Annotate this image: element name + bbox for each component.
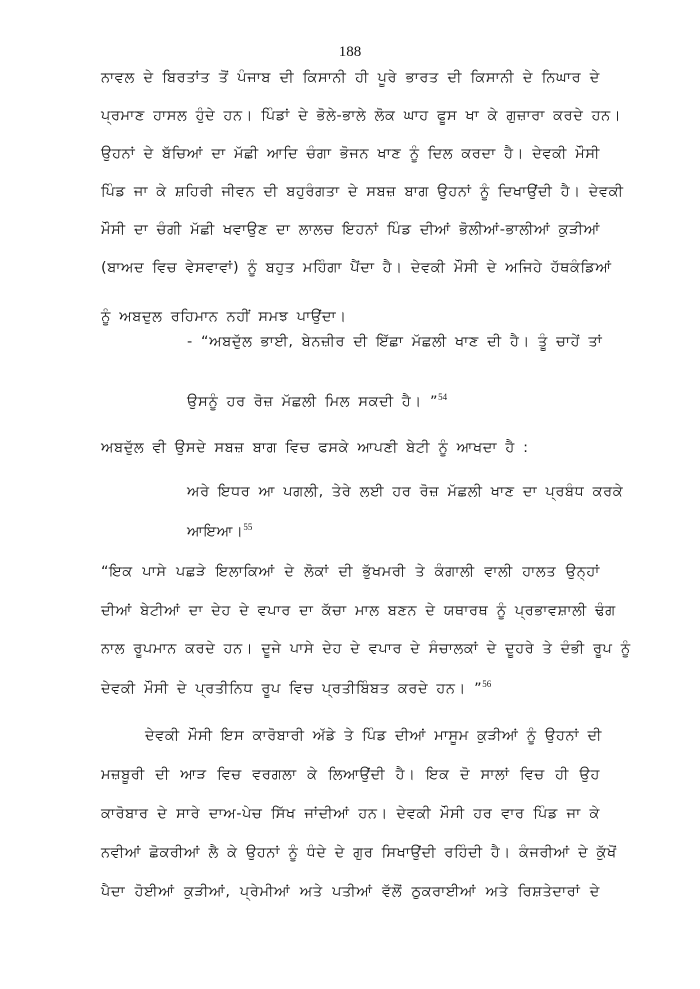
quote-text: ਆਇਆ।: [187, 524, 244, 540]
body-line: ਪੈਦਾ ਹੋਈਆਂ ਕੁੜੀਆਂ, ਪ੍ਰੇਮੀਆਂ ਅਤੇ ਪਤੀਆਂ ਵੱਲੋਂ ਠੁਕਰਾਈਆਂ ਅਤੇ ਰਿਸ਼ਤੇਦਾਰਾਂ ਦੇ: [101, 884, 600, 900]
quote-line: ਅਰੇ ਇਧਰ ਆ ਪਗਲੀ, ਤੇਰੇ ਲਈ ਹਰ ਰੋਜ਼ ਮੱਛਲੀ ਖਾਣ ਦਾ ਪ੍ਰਬੰਧ ਕਰਕੇ: [187, 484, 624, 500]
body-text: ਦੇਵਕੀ ਮੌਸੀ ਦੇ ਪ੍ਰਤੀਨਿਧ ਰੂਪ ਵਿਚ ਪ੍ਰਤੀਬਿੰਬਤ ਕਰਦੇ ਹਨ। ”: [101, 681, 483, 697]
body-line-last: ਨੂੰ ਅਬਦੁਲ ਰਹਿਮਾਨ ਨਹੀਂ ਸਮਝ ਪਾਉਂਦਾ।: [101, 309, 347, 325]
body-line: ਨਵੀਆਂ ਛੋਕਰੀਆਂ ਲੈ ਕੇ ਉਹਨਾਂ ਨੂੰ ਧੰਦੇ ਦੇ ਗੁਰ ਸਿਖਾਉਂਦੀ ਰਹਿੰਦੀ ਹੈ। ਕੰਜਰੀਆਂ ਦੇ ਕੁੱਖੋਂ: [101, 845, 617, 861]
paragraph-first-line: ਦੇਵਕੀ ਮੌਸੀ ਇਸ ਕਾਰੋਬਾਰੀ ਅੱਡੇ ਤੇ ਪਿੰਡ ਦੀਆਂ ਮਾਸੂਮ ਕੁੜੀਆਂ ਨੂੰ ਉਹਨਾਂ ਦੀ: [145, 728, 603, 744]
body-line: ਕਾਰੋਬਾਰ ਦੇ ਸਾਰੇ ਦਾਅ-ਪੇਚ ਸਿੱਖ ਜਾਂਦੀਆਂ ਹਨ। ਦੇਵਕੀ ਮੌਸੀ ਹਰ ਵਾਰ ਪਿੰਡ ਜਾ ਕੇ: [101, 806, 600, 822]
body-line: ਉਹਨਾਂ ਦੇ ਬੱਚਿਆਂ ਦਾ ਮੱਛੀ ਆਦਿ ਚੰਗਾ ਭੋਜਨ ਖਾਣ ਨੂੰ ਦਿਲ ਕਰਦਾ ਹੈ। ਦੇਵਕੀ ਮੌਸੀ: [101, 146, 600, 162]
body-line: ਨਾਵਲ ਦੇ ਬਿਰਤਾਂਤ ਤੋਂ ਪੰਜਾਬ ਦੀ ਕਿਸਾਨੀ ਹੀ ਪੂਰੇ ਭਾਰਤ ਦੀ ਕਿਸਾਨੀ ਦੇ ਨਿਘਾਰ ਦੇ: [101, 70, 600, 86]
body-line: ਨਾਲ ਰੂਪਮਾਨ ਕਰਦੇ ਹਨ। ਦੂਜੇ ਪਾਸੇ ਦੇਹ ਦੇ ਵਪਾਰ ਦੇ ਸੰਚਾਲਕਾਂ ਦੇ ਦੂਹਰੇ ਤੇ ਦੰਭੀ ਰੂਪ ਨੂੰ: [101, 641, 631, 657]
quote-line: - “ਅਬਦੁੱਲ ਭਾਈ, ਬੇਨਜ਼ੀਰ ਦੀ ਇੱਛਾ ਮੱਛਲੀ ਖਾਣ ਦੀ ਹੈ। ਤੂੰ ਚਾਹੇਂ ਤਾਂ: [187, 334, 603, 350]
quote-line-last: [187, 522, 252, 540]
footnote-ref: 56: [482, 679, 492, 689]
body-line: (ਬਾਅਦ ਵਿਚ ਵੇਸਵਾਵਾਂ) ਨੂੰ ਬਹੁਤ ਮਹਿੰਗਾ ਪੈਂਦਾ ਹੈ। ਦੇਵਕੀ ਮੌਸੀ ਦੇ ਅਜਿਹੇ ਹੱਥਕੰਡਿਆਂ: [101, 260, 612, 276]
quote-text: ਉਸਨੂੰ ਹਰ ਰੋਜ਼ ਮੱਛਲੀ ਮਿਲ ਸਕਦੀ ਹੈ। ”: [187, 394, 439, 410]
body-line: ਅਬਦੁੱਲ ਵੀ ਉਸਦੇ ਸਬਜ਼ ਬਾਗ ਵਿਚ ਫਸਕੇ ਆਪਣੀ ਬੇਟੀ ਨੂੰ ਆਖਦਾ ਹੈ :: [101, 440, 529, 456]
body-line: ਮੌਸੀ ਦਾ ਚੰਗੀ ਮੱਛੀ ਖਵਾਉਣ ਦਾ ਲਾਲਚ ਇਹਨਾਂ ਪਿੰਡ ਦੀਆਂ ਭੋਲੀਆਂ-ਭਾਲੀਆਂ ਕੁੜੀਆਂ: [101, 222, 600, 238]
body-line: ਪਿੰਡ ਜਾ ਕੇ ਸ਼ਹਿਰੀ ਜੀਵਨ ਦੀ ਬਹੁਰੰਗਤਾ ਦੇ ਸਬਜ਼ ਬਾਗ ਉਹਨਾਂ ਨੂੰ ਦਿਖਾਉਂਦੀ ਹੈ। ਦੇਵਕੀ: [101, 184, 624, 200]
body-line: ਪ੍ਰਮਾਣ ਹਾਸਲ ਹੁੰਦੇ ਹਨ। ਪਿੰਡਾਂ ਦੇ ਭੋਲੇ-ਭਾਲੇ ਲੋਕ ਘਾਹ ਫੂਸ ਖਾ ਕੇ ਗੁਜ਼ਾਰਾ ਕਰਦੇ ਹਨ।: [101, 108, 622, 124]
body-line: ਦੀਆਂ ਬੇਟੀਆਂ ਦਾ ਦੇਹ ਦੇ ਵਪਾਰ ਦਾ ਕੱਚਾ ਮਾਲ ਬਣਨ ਦੇ ਯਥਾਰਥ ਨੂੰ ਪ੍ਰਭਾਵਸ਼ਾਲੀ ਢੰਗ: [101, 603, 616, 619]
body-line: ਮਜ਼ਬੂਰੀ ਦੀ ਆੜ ਵਿਚ ਵਰਗਲਾ ਕੇ ਲਿਆਉਂਦੀ ਹੈ। ਇਕ ਦੋ ਸਾਲਾਂ ਵਿਚ ਹੀ ਉਹ: [101, 767, 600, 783]
quote-line-last: [187, 392, 447, 410]
body-line-last: [101, 679, 491, 697]
page-number: 188: [338, 44, 362, 60]
body-line: “ਇਕ ਪਾਸੇ ਪਛੜੇ ਇਲਾਕਿਆਂ ਦੇ ਲੋਕਾਂ ਦੀ ਭੁੱਖਮਰੀ ਤੇ ਕੰਗਾਲੀ ਵਾਲੀ ਹਾਲਤ ਉਨ੍ਹਾਂ: [101, 564, 600, 580]
footnote-ref: 54: [438, 392, 448, 402]
footnote-ref: 55: [243, 522, 253, 532]
